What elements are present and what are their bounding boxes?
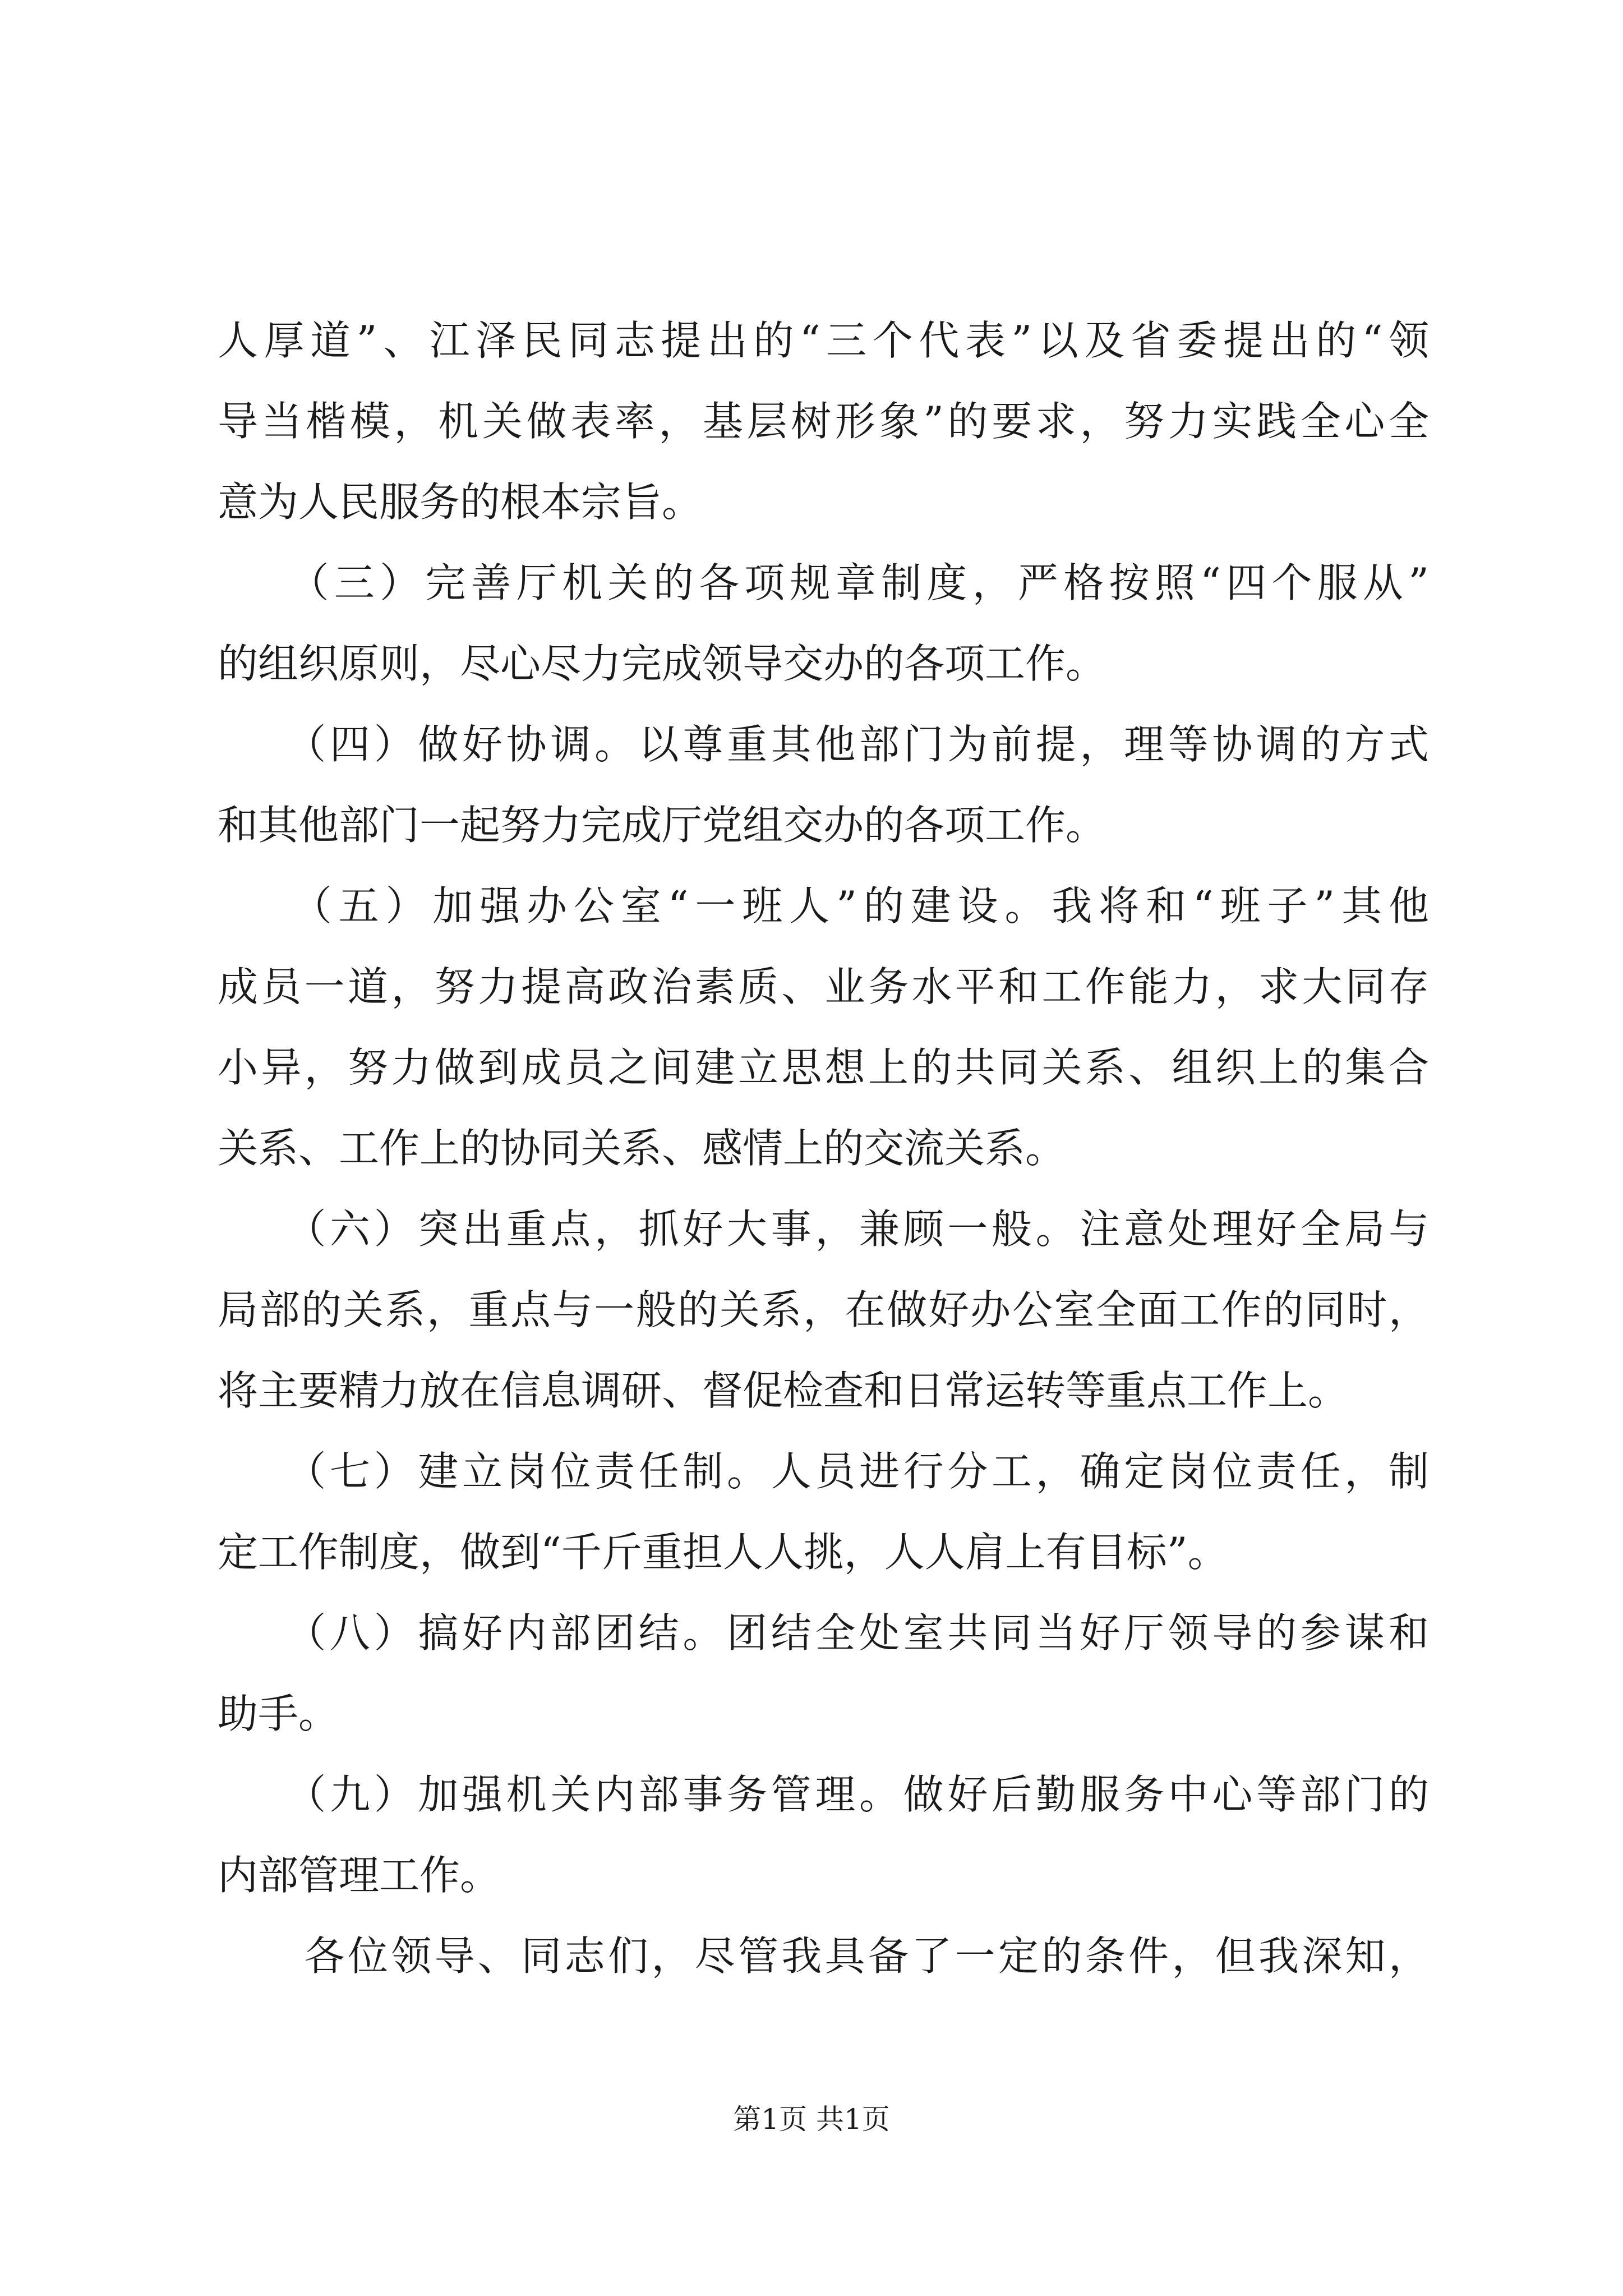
text-line: （九）加强机关内部事务管理。做好后勤服务中心等部门的: [218, 1771, 1429, 1818]
paragraph-1: [218, 300, 1429, 542]
text-line: 将主要精力放在信息调研、督促检查和日常运转等重点工作上。: [218, 1367, 1349, 1414]
text-line: （四）做好协调。以尊重其他部门为前提，理等协调的方式: [218, 721, 1429, 768]
page-footer: 第1页 共1页: [733, 2103, 890, 2136]
text-line: （六）突出重点，抓好大事，兼顾一般。注意处理好全局与: [218, 1205, 1429, 1253]
text-line: 人厚道”、江泽民同志提出的“三个代表”以及省委提出的“领: [218, 317, 1429, 364]
text-line: （五）加强办公室“一班人”的建设。我将和“班子”其他: [218, 882, 1429, 930]
text-line: 助手。: [218, 1690, 339, 1737]
text-line: （七）建立岗位责任制。人员进行分工，确定岗位责任，制: [218, 1448, 1429, 1495]
paragraph-item-4: [218, 704, 1429, 866]
paragraph-item-5: [218, 866, 1429, 1189]
text-line: 关系、工作上的协同关系、感情上的交流关系。: [218, 1125, 1066, 1172]
paragraph-item-7: [218, 1431, 1429, 1593]
text-line: 各位领导、同志们，尽管我具备了一定的条件，但我深知，: [218, 1932, 1429, 1980]
text-line: 定工作制度，做到“千斤重担人人挑，人人肩上有目标”。: [218, 1529, 1228, 1576]
text-line: 意为人民服务的根本宗旨。: [218, 478, 703, 526]
body-text: [218, 300, 1429, 1996]
text-line: （三）完善厅机关的各项规章制度，严格按照“四个服从”: [218, 559, 1429, 606]
text-line: 的组织原则，尽心尽力完成领导交办的各项工作。: [218, 640, 1106, 687]
paragraph-item-8: [218, 1593, 1429, 1754]
text-line: （八）搞好内部团结。团结全处室共同当好厅领导的参谋和: [218, 1609, 1429, 1657]
text-line: 内部管理工作。: [218, 1852, 501, 1899]
paragraph-item-3: [218, 542, 1429, 704]
text-line: 导当楷模，机关做表率，基层树形象”的要求，努力实践全心全: [218, 398, 1429, 445]
text-line: 局部的关系，重点与一般的关系，在做好办公室全面工作的同时，: [218, 1286, 1429, 1333]
paragraph-item-6: [218, 1189, 1429, 1431]
paragraph-item-9: [218, 1754, 1429, 1916]
paragraph-closing: [218, 1916, 1429, 1996]
text-line: 成员一道，努力提高政治素质、业务水平和工作能力，求大同存: [218, 963, 1429, 1010]
text-line: 和其他部门一起努力完成厅党组交办的各项工作。: [218, 802, 1106, 849]
text-line: 小异，努力做到成员之间建立思想上的共同关系、组织上的集合: [218, 1044, 1429, 1091]
